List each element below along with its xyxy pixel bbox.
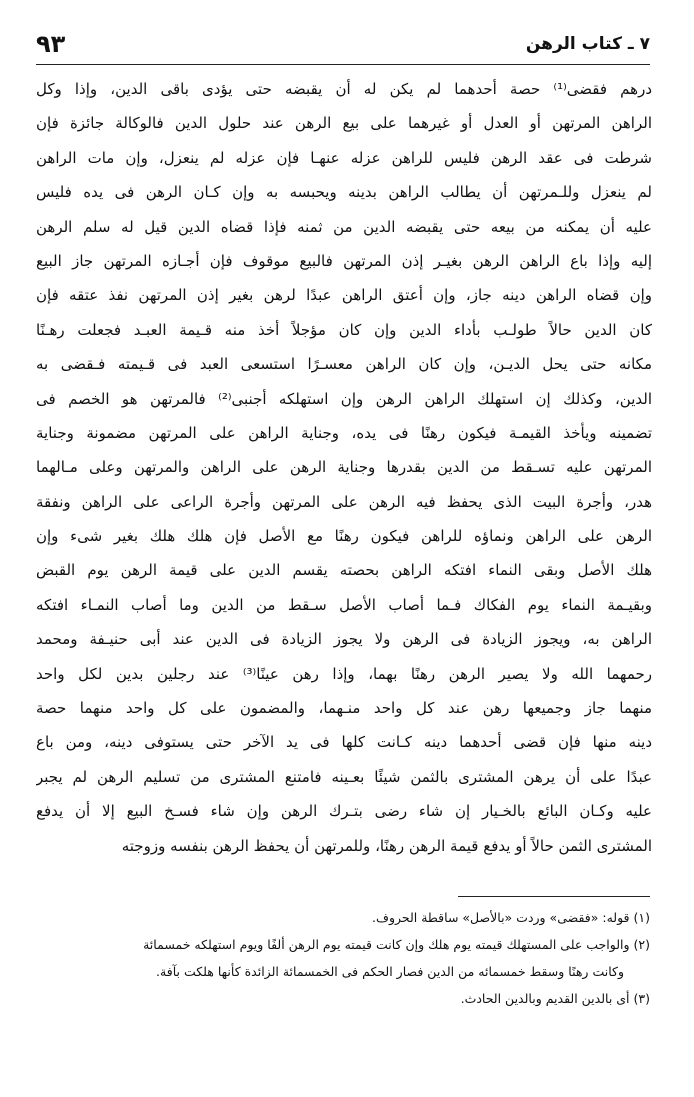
page-header bbox=[36, 30, 650, 62]
text-line: عليه أن يمكنه من بيعه حتى يقبضه الدين من ثمنه فإذا قضاه الدين قيل له سلم الرهن bbox=[36, 217, 652, 236]
text-line: شرطت فى عقد الرهن فليس للراهن عزله عنهـا فإن عزله لم ينعزل، وإن مات الراهن bbox=[36, 148, 652, 167]
text-line: المرتهن عليه تسـقط من الدين بقدرها وجناية الرهن على الراهن والمرتهن وعلى مـالهما bbox=[36, 458, 652, 477]
text-line: الراهن المرتهن أو العدل أو غيرهما على بيع الرهن عند حلول الدين فالوكالة جائزة فإن bbox=[36, 114, 652, 133]
text-line: المشترى الثمن حالاً أو يدفع قيمة الرهن رهنًا، وللمرتهن أن يحفظ الرهن بنفسه وزوجته bbox=[121, 836, 652, 855]
footnote-rule bbox=[458, 896, 650, 897]
page-number: ٩٣ bbox=[36, 30, 66, 58]
text-line: تضمينه ويأخذ القيمـة فيكون رهنًا فى يده، وجناية الراهن على المرتهن مضمونة وجناية bbox=[36, 423, 652, 442]
text-line: هدر، وأجرة البيت الذى يحفظ فيه الرهن على المرتهن وأجرة الراعى على الراهن ونفقة bbox=[36, 492, 652, 511]
text-line: الراهن به، ويجوز الزيادة فى الرهن ولا يجوز الزيادة فى الدين عند أبى حنيـفة ومحمد bbox=[36, 630, 652, 649]
text-line: درهم فقضى⁽¹⁾ حصة أحدهما لم يكن له أن يقبضه حتى يؤدى باقى الدين، وإذا وكل bbox=[36, 80, 652, 98]
text-line: الرهن على الراهن ونماؤه للراهن فيكون رهنًا مع الأصل فإن هلك هلك بغير شىء وإن bbox=[36, 527, 652, 546]
footnote: (٢) والواجب على المستهلك قيمته يوم هلك وإن كانت قيمته يوم الرهن ألفًا ويوم استهلكه خمسمائة bbox=[143, 937, 650, 952]
text-line: لم ينعزل وللـمرتهن أن يطالب الراهن بدينه ويحبسه به وإن كـان الرهن فى يده فليس bbox=[36, 183, 652, 202]
text-line: وإن قضاه الراهن دينه جاز، وإن أعتق الراهن عبدًا لرهن بغير إذن المرتهن نفذ عتقه فإن bbox=[36, 286, 652, 305]
text-line: دينه منها فإن قضى أحدهما دينه كـانت كلها فى يد الآخر حتى يستوفى دينه، ومن باع bbox=[36, 733, 652, 752]
footnote: (١) قوله: «فقضى» وردت «بالأصل» ساقطة الحروف. bbox=[372, 910, 650, 925]
chapter-title: ٧ ـ كتاب الرهن bbox=[525, 34, 650, 54]
text-line: الدين، وكذلك إن استهلك الراهن الرهن وإن استهلكه أجنبى⁽²⁾ فالمرتهن هو الخصم فى bbox=[36, 389, 652, 408]
text-line: عبدًا على أن يرهن المشترى بالثمن شيئًا بعـينه فامتنع المشترى من تسليم الرهن لم يجبر bbox=[36, 767, 652, 786]
text-line: هلك الأصل وبقى النماء افتكه الراهن بحصته يقسم الدين على قيمة الرهن يوم القبض bbox=[36, 561, 652, 580]
text-line: مكانه حتى يحل الديـن، وإن كان الراهن معسـرًا استسعى العبد فى قـيمته فـقضى به bbox=[36, 355, 652, 374]
text-line: كان الدين حالاً طولـب بأداء الدين وإن كان مؤجلاً أخذ منه قـيمة العبـد فجعلت رهـنًا bbox=[36, 320, 652, 339]
body-text bbox=[36, 72, 652, 863]
text-line: منهما جاز وجميعها رهن عند كل واحد منـهما، والمضمون على كل واحد منهما حصة bbox=[36, 699, 652, 718]
text-line: رحمهما الله ولا يصير الرهن رهنًا بهما، وإذا رهن عينًا⁽³⁾ عند رجلين بدين لكل واحد bbox=[36, 664, 652, 683]
text-line: إليه وإذا باع الراهن الرهن بغيـر إذن المرتهن فالبيع موقوف فإن أجـازه المرتهن جاز البيع bbox=[36, 251, 652, 270]
footnote-continuation: وكانت رهنًا وسقط خمسمائه من الدين فصار الحكم فى الخمسمائة الزائدة كأنها هلكت بآفة. bbox=[156, 964, 624, 979]
footnotes bbox=[36, 904, 650, 1012]
text-line: عليه وكـان البائع بالخـيار إن شاء رضى بتـرك الرهن وإن شاء فسـخ البيع إلا أن يدفع bbox=[36, 802, 652, 821]
footnote: (٣) أى بالدين القديم وبالدين الحادث. bbox=[460, 991, 650, 1006]
header-rule bbox=[36, 64, 650, 65]
text-line: وبقيـمة النماء يوم الفكاك فـما أصاب الأصل سـقط من الدين وما أصاب النمـاء افتكه bbox=[36, 595, 652, 614]
